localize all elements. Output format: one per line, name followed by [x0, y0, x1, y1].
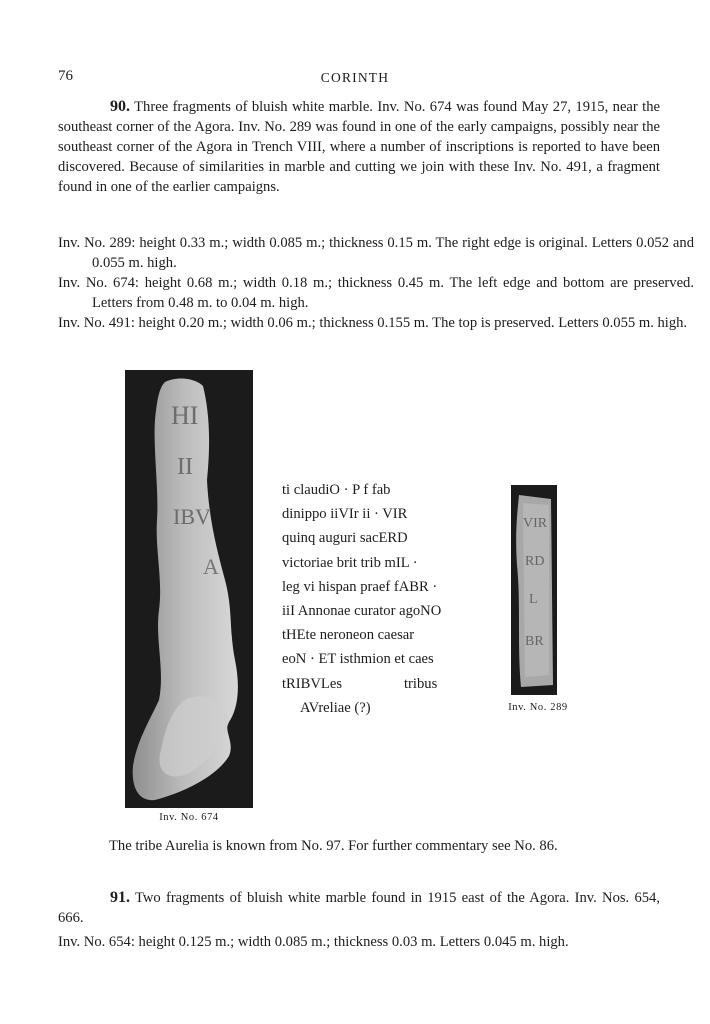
- photo-inv-289: [511, 485, 557, 695]
- svg-text:L: L: [529, 592, 538, 607]
- svg-text:RD: RD: [525, 554, 545, 569]
- entry-90-number: 90.: [110, 98, 130, 115]
- entry-90-commentary: The tribe Aurelia is known from No. 97. For further commentary see No. 86.: [109, 838, 558, 854]
- transcription-line: victoriae brit trib mIL ·: [282, 554, 418, 571]
- entry-91-number: 91.: [110, 889, 130, 906]
- svg-text:IBV: IBV: [173, 504, 211, 529]
- entry-90-intro-text: Three fragments of bluish white marble. Inv. No. 674 was found May 27, 1915, near the southeast corner of the Agora. Inv. No. 289 was found in one of the early campaigns, possibly near the southeast corner of the Agora in Trench VIII, where a number of inscriptions is reported to have been discovered. Because of similarities in marble and cutting we join with these Inv. No. 491, a fragment found in one of the earlier campaigns.: [58, 99, 660, 195]
- svg-text:A: A: [203, 554, 219, 579]
- svg-text:II: II: [177, 454, 193, 480]
- photo-inv-674: [125, 370, 253, 808]
- measurement-289: Inv. No. 289: height 0.33 m.; width 0.085 m.; thickness 0.15 m. The right edge is original. Letters 0.052 and 0.055 m. high.: [58, 235, 694, 271]
- svg-text:VIR: VIR: [523, 516, 548, 531]
- inscription-transcription: [282, 478, 441, 720]
- svg-text:HI: HI: [171, 401, 199, 430]
- svg-text:BR: BR: [525, 634, 544, 649]
- transcription-tribules: tRIBVLes: [282, 675, 342, 692]
- transcription-line: eoN · ET isthmion et caes: [282, 651, 434, 668]
- transcription-line: iiI Annonae curator agoNO: [282, 603, 442, 620]
- measurement-491: Inv. No. 491: height 0.20 m.; width 0.06 m.; thickness 0.155 m. The top is preserved. Letters 0.055 m. high.: [58, 315, 688, 331]
- transcription-line: ti claudiO · P f fab: [282, 482, 391, 498]
- measurement-674: Inv. No. 674: height 0.68 m.; width 0.18 m.; thickness 0.45 m. The left edge and bottom are preserved. Letters from 0.48 m. to 0.04 m. high.: [58, 275, 694, 311]
- transcription-line: tHEte neroneon caesar: [282, 627, 415, 644]
- marble-fragment-674-image: [125, 370, 253, 808]
- entry-90-intro: [58, 97, 660, 197]
- transcription-line: AVreliae (?): [300, 699, 371, 716]
- page-number: 76: [58, 68, 73, 84]
- photo-caption-674: Inv. No. 674: [159, 812, 219, 823]
- running-title: CORINTH: [320, 70, 390, 85]
- marble-fragment-289-image: [511, 485, 557, 695]
- transcription-line-tribules: [282, 672, 441, 696]
- transcription-line: dinippo iiVIr ii · VIR: [282, 506, 408, 523]
- transcription-line: leg vi hispan praef fABR ·: [282, 578, 438, 595]
- transcription-tribus: tribus: [404, 675, 438, 692]
- transcription-line: quinq auguri sacERD: [282, 530, 408, 547]
- photo-caption-289: Inv. No. 289: [508, 702, 568, 713]
- entry-91-intro: [58, 888, 660, 928]
- entry-91-intro-text: Two fragments of bluish white marble found in 1915 east of the Agora. Inv. Nos. 654, 666.: [58, 890, 660, 926]
- measurement-654: Inv. No. 654: height 0.125 m.; width 0.085 m.; thickness 0.03 m. Letters 0.045 m. high.: [58, 934, 569, 950]
